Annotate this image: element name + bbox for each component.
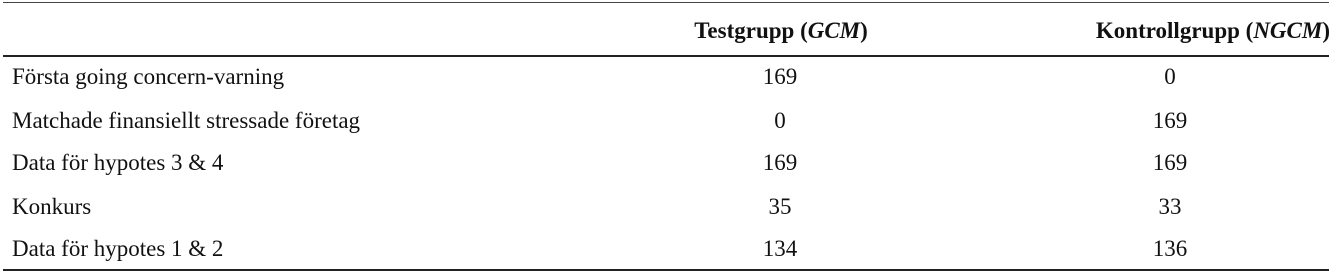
table-row xyxy=(0,145,1336,181)
control-group-value: 169 xyxy=(1152,150,1188,175)
control-group-value: 169 xyxy=(1152,108,1188,133)
table-bottom-rule xyxy=(3,269,1329,271)
control-group-abbreviation: NGCM xyxy=(1253,18,1323,43)
control-group-value: 0 xyxy=(1164,64,1176,89)
test-group-value: 0 xyxy=(774,108,786,133)
table-row xyxy=(0,189,1336,225)
row-label: Data för hypotes 1 & 2 xyxy=(12,236,224,261)
table-row xyxy=(0,103,1336,139)
test-group-value: 35 xyxy=(768,194,792,219)
row-label: Första going concern-varning xyxy=(12,64,285,89)
column-header-control-group: Kontrollgrupp (NGCM) xyxy=(1095,18,1330,43)
column-header-test-group: Testgrupp (GCM) xyxy=(694,18,868,43)
table-header-rule xyxy=(3,55,1329,57)
row-label: Konkurs xyxy=(12,194,92,219)
control-group-value: 136 xyxy=(1152,236,1188,261)
table-row xyxy=(0,231,1336,267)
row-label: Matchade finansiellt stressade företag xyxy=(12,108,361,133)
test-group-value: 169 xyxy=(762,64,798,89)
test-group-value: 134 xyxy=(762,236,798,261)
control-group-value: 33 xyxy=(1158,194,1182,219)
row-label: Data för hypotes 3 & 4 xyxy=(12,150,224,175)
test-group-value: 169 xyxy=(762,150,798,175)
table-row xyxy=(0,59,1336,95)
table-top-rule xyxy=(3,2,1329,3)
test-group-abbreviation: GCM xyxy=(807,18,861,43)
